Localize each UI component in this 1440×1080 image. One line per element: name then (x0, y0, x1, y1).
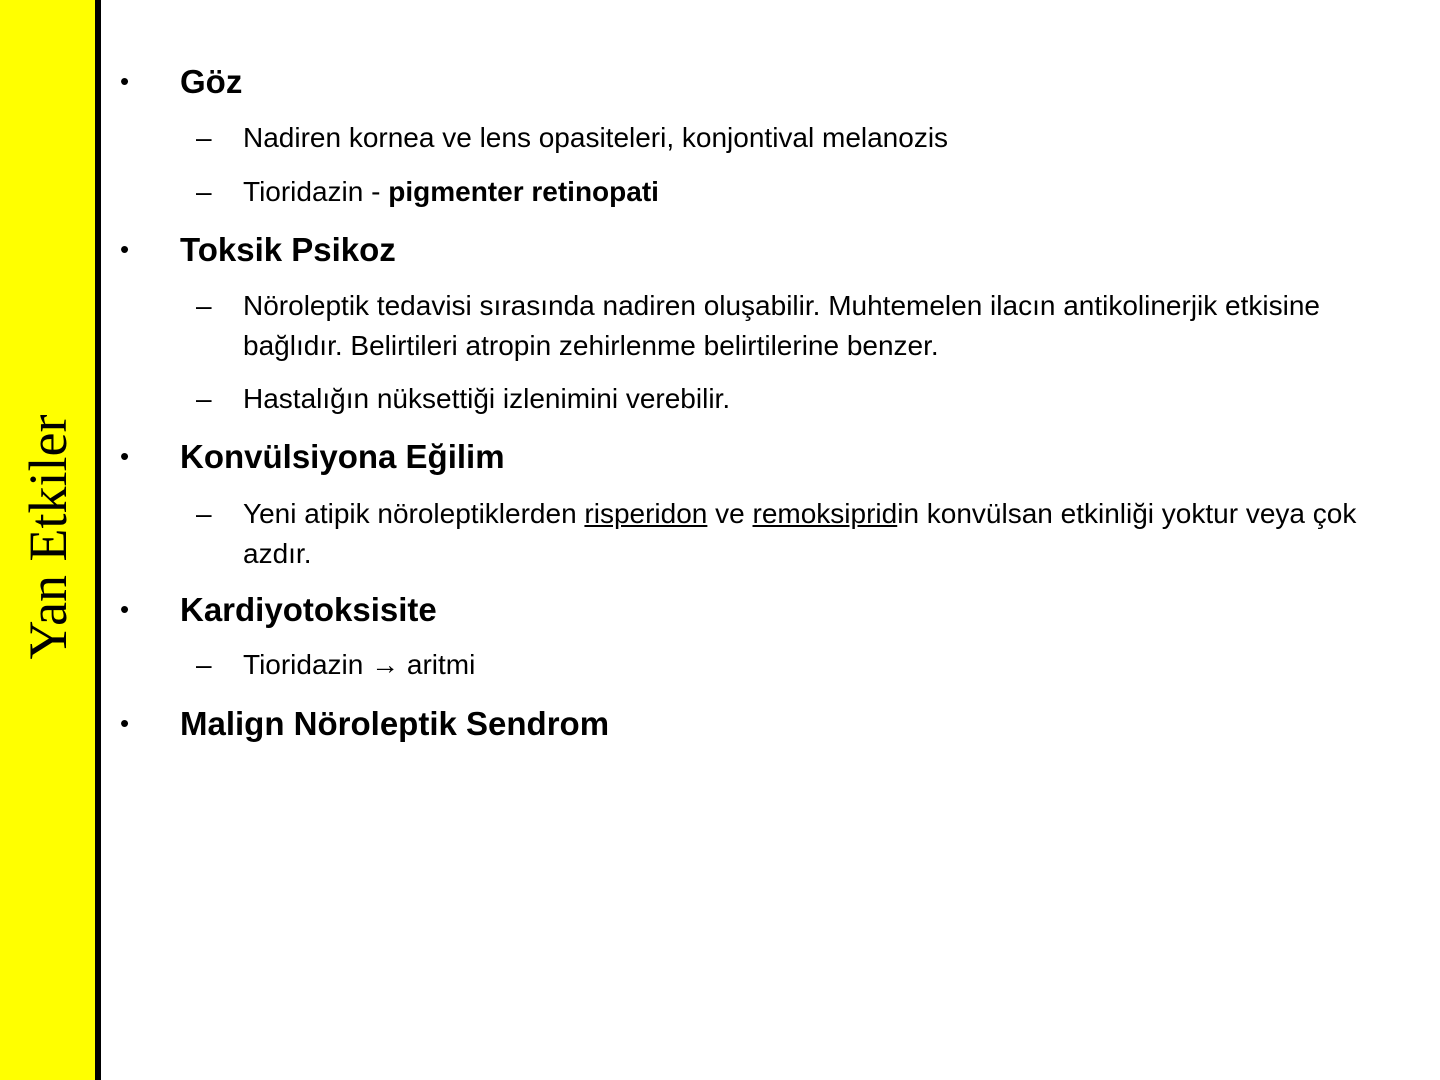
item-suffix: aritmi (399, 649, 476, 680)
list-item: Hastalığın nüksettiği izlenimini verebilir. (243, 383, 731, 414)
item-text: Yeni atipik nöroleptiklerden (243, 498, 585, 529)
list-item (243, 645, 1393, 685)
item-emphasis: pigmenter retinopati (388, 176, 659, 207)
section-heading: Göz (180, 63, 243, 100)
list-item (243, 494, 1393, 574)
item-prefix: Tioridazin (243, 649, 372, 680)
dash-icon: – (196, 383, 212, 414)
item-text: ve (707, 498, 753, 529)
bullet-icon: • (120, 234, 130, 264)
dash-icon: – (196, 122, 212, 153)
dash-icon: – (196, 649, 212, 680)
sidebar-title: Yan Etkiler (18, 414, 78, 660)
item-prefix: Tioridazin - (243, 176, 389, 207)
bullet-icon: • (120, 441, 130, 471)
bullet-icon: • (120, 594, 130, 624)
section-heading: Kardiyotoksisite (180, 591, 437, 628)
section-heading: Konvülsiyona Eğilim (180, 438, 505, 475)
list-item: Nöroleptik tedavisi sırasında nadiren oluşabilir. Muhtemelen ilacın antikolinerjik etkisine bağlıdır. Belirtileri atropin zehirlenme belirtilerine benzer. (243, 290, 1320, 361)
dash-icon: – (196, 498, 212, 529)
arrow-right-icon: → (371, 649, 400, 680)
dash-icon: – (196, 176, 212, 207)
bullet-icon: • (120, 66, 130, 96)
list-item (243, 172, 1393, 212)
dash-icon: – (196, 290, 212, 321)
section-heading: Toksik Psikoz (180, 231, 396, 268)
drug-name-risperidon: risperidon (584, 498, 708, 529)
list-item: Nadiren kornea ve lens opasiteleri, konjontival melanozis (243, 122, 949, 153)
sidebar-divider (95, 0, 101, 1080)
drug-name-remoksiprid: remoksiprid (752, 498, 898, 529)
section-heading: Malign Nöroleptik Sendrom (180, 705, 610, 742)
item-text: in konvülsan etkinliği yoktur veya çok azdır. (243, 498, 1357, 569)
bullet-icon: • (120, 708, 130, 738)
